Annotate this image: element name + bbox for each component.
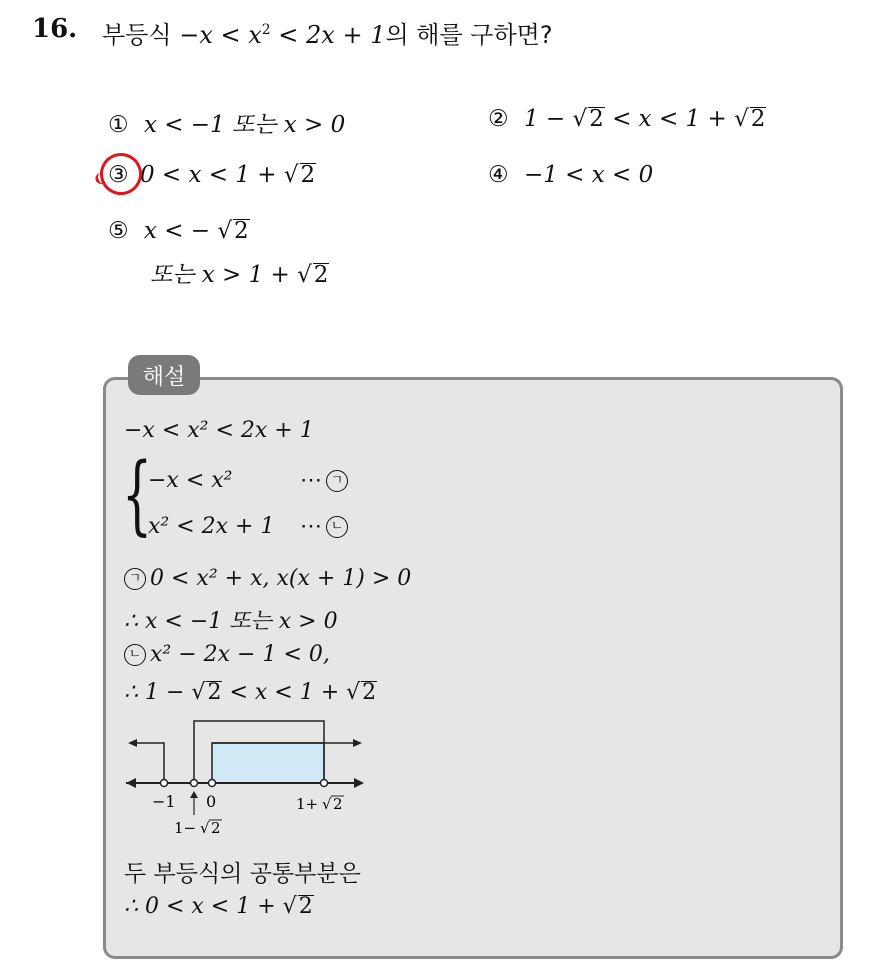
- solution-line1: −x < x² < 2x + 1: [124, 418, 314, 443]
- label-1-minus: 1−: [174, 819, 197, 837]
- radicand: 2: [300, 162, 316, 188]
- sqrt-sign: √: [282, 894, 297, 919]
- step4-pre: ∴ 1 −: [124, 680, 192, 705]
- circled-giyeok-icon: ㄱ: [326, 470, 348, 492]
- option-text-pre: 0 < x < 1 +: [139, 162, 284, 188]
- label-1-plus-sqrt: √: [322, 795, 332, 813]
- answer-pre: ∴ 0 < x < 1 +: [124, 894, 283, 919]
- option-text: −1 < x < 0: [523, 162, 654, 188]
- option-text-pre: 1 −: [523, 106, 573, 132]
- option-text-pre: x < −: [143, 218, 218, 244]
- step3-text: x² − 2x − 1 < 0,: [150, 642, 330, 667]
- option-4[interactable]: [488, 162, 653, 188]
- arrow-left-icon: [128, 739, 137, 747]
- option-number: ③: [108, 162, 129, 188]
- radicand: 2: [313, 262, 329, 288]
- radicand: 2: [362, 680, 377, 705]
- sqrt-sign: √: [734, 106, 749, 132]
- sqrt-sign: √: [346, 680, 361, 705]
- option-number: ④: [488, 162, 509, 188]
- radicand: 2: [234, 218, 249, 244]
- arrow-right-icon: [353, 739, 362, 747]
- circled-nieun-icon: ㄴ: [326, 516, 348, 538]
- question-expr-b: < 2x + 1: [270, 21, 386, 49]
- question-expr-a: −x < x: [179, 21, 262, 49]
- question-sup: 2: [261, 22, 271, 38]
- step4-mid: < x < 1 +: [222, 680, 347, 705]
- label-1-plus: 1+: [296, 795, 319, 813]
- option-1[interactable]: [108, 106, 345, 139]
- radicand: 2: [589, 106, 604, 132]
- system-eq1: −x < x²: [148, 468, 233, 493]
- system-eq2-label: [300, 514, 348, 539]
- system-eq2: x² < 2x + 1: [148, 514, 275, 539]
- number-line-diagram: [120, 715, 380, 845]
- point-neg1: [161, 780, 168, 787]
- option-5-line2: [150, 256, 329, 289]
- option-number: ②: [488, 106, 509, 132]
- option-5[interactable]: [108, 218, 250, 244]
- point-1-plus-sqrt2: [321, 780, 328, 787]
- label-1-minus-sqrt: √: [200, 819, 210, 837]
- label-0: 0: [206, 792, 217, 811]
- solution-step2: ∴ x < −1 또는 x > 0: [124, 609, 338, 634]
- sqrt-sign: √: [297, 262, 312, 288]
- dots: ⋯: [300, 468, 322, 493]
- solution-step1: [124, 566, 411, 591]
- axis-arrow-left-icon: [126, 778, 136, 788]
- radicand: 2: [750, 106, 766, 132]
- point-0: [209, 780, 216, 787]
- solution-step4: [124, 680, 377, 705]
- circled-nieun-icon: ㄴ: [124, 644, 146, 666]
- solution-answer: [124, 894, 314, 919]
- sqrt-sign: √: [572, 106, 588, 132]
- radicand: 2: [207, 680, 222, 705]
- option-text-mid: < x < 1 +: [604, 106, 735, 132]
- label-1-plus-radicand: 2: [333, 795, 343, 813]
- option-number: ⑤: [108, 218, 129, 244]
- option-text-line2: 또는 x > 1 +: [150, 262, 298, 288]
- option-2[interactable]: [488, 106, 766, 132]
- solution-step3: [124, 642, 330, 667]
- question-suffix: 의 해를 구하면?: [385, 21, 553, 49]
- axis-arrow-right-icon: [354, 778, 364, 788]
- sqrt-sign: √: [217, 218, 233, 244]
- question-text: [102, 15, 553, 50]
- solution-tag: 해설: [128, 355, 200, 395]
- question-prefix: 부등식: [102, 21, 172, 49]
- label-1-minus-radicand: 2: [211, 819, 221, 837]
- system-brace: {: [122, 445, 153, 545]
- option-text: x < −1 또는 x > 0: [143, 112, 346, 138]
- sqrt-sign: √: [191, 680, 206, 705]
- region-x-lt-neg1: [134, 743, 164, 783]
- circled-giyeok-icon: ㄱ: [124, 568, 146, 590]
- point-1-minus-sqrt2: [191, 780, 198, 787]
- arrow-up-icon: [190, 791, 198, 798]
- solution-common-text: 두 부등식의 공통부분은: [124, 861, 361, 887]
- common-region: [212, 743, 324, 783]
- step1-text: 0 < x² + x, x(x + 1) > 0: [150, 566, 412, 591]
- system-eq1-label: [300, 468, 348, 493]
- radicand: 2: [298, 894, 313, 919]
- selected-answer-circle-mark: [95, 148, 148, 201]
- label-neg1: −1: [152, 792, 176, 811]
- dots: ⋯: [300, 514, 322, 539]
- option-number: ①: [108, 112, 129, 138]
- sqrt-sign: √: [283, 162, 299, 188]
- question-number: 16.: [32, 14, 78, 44]
